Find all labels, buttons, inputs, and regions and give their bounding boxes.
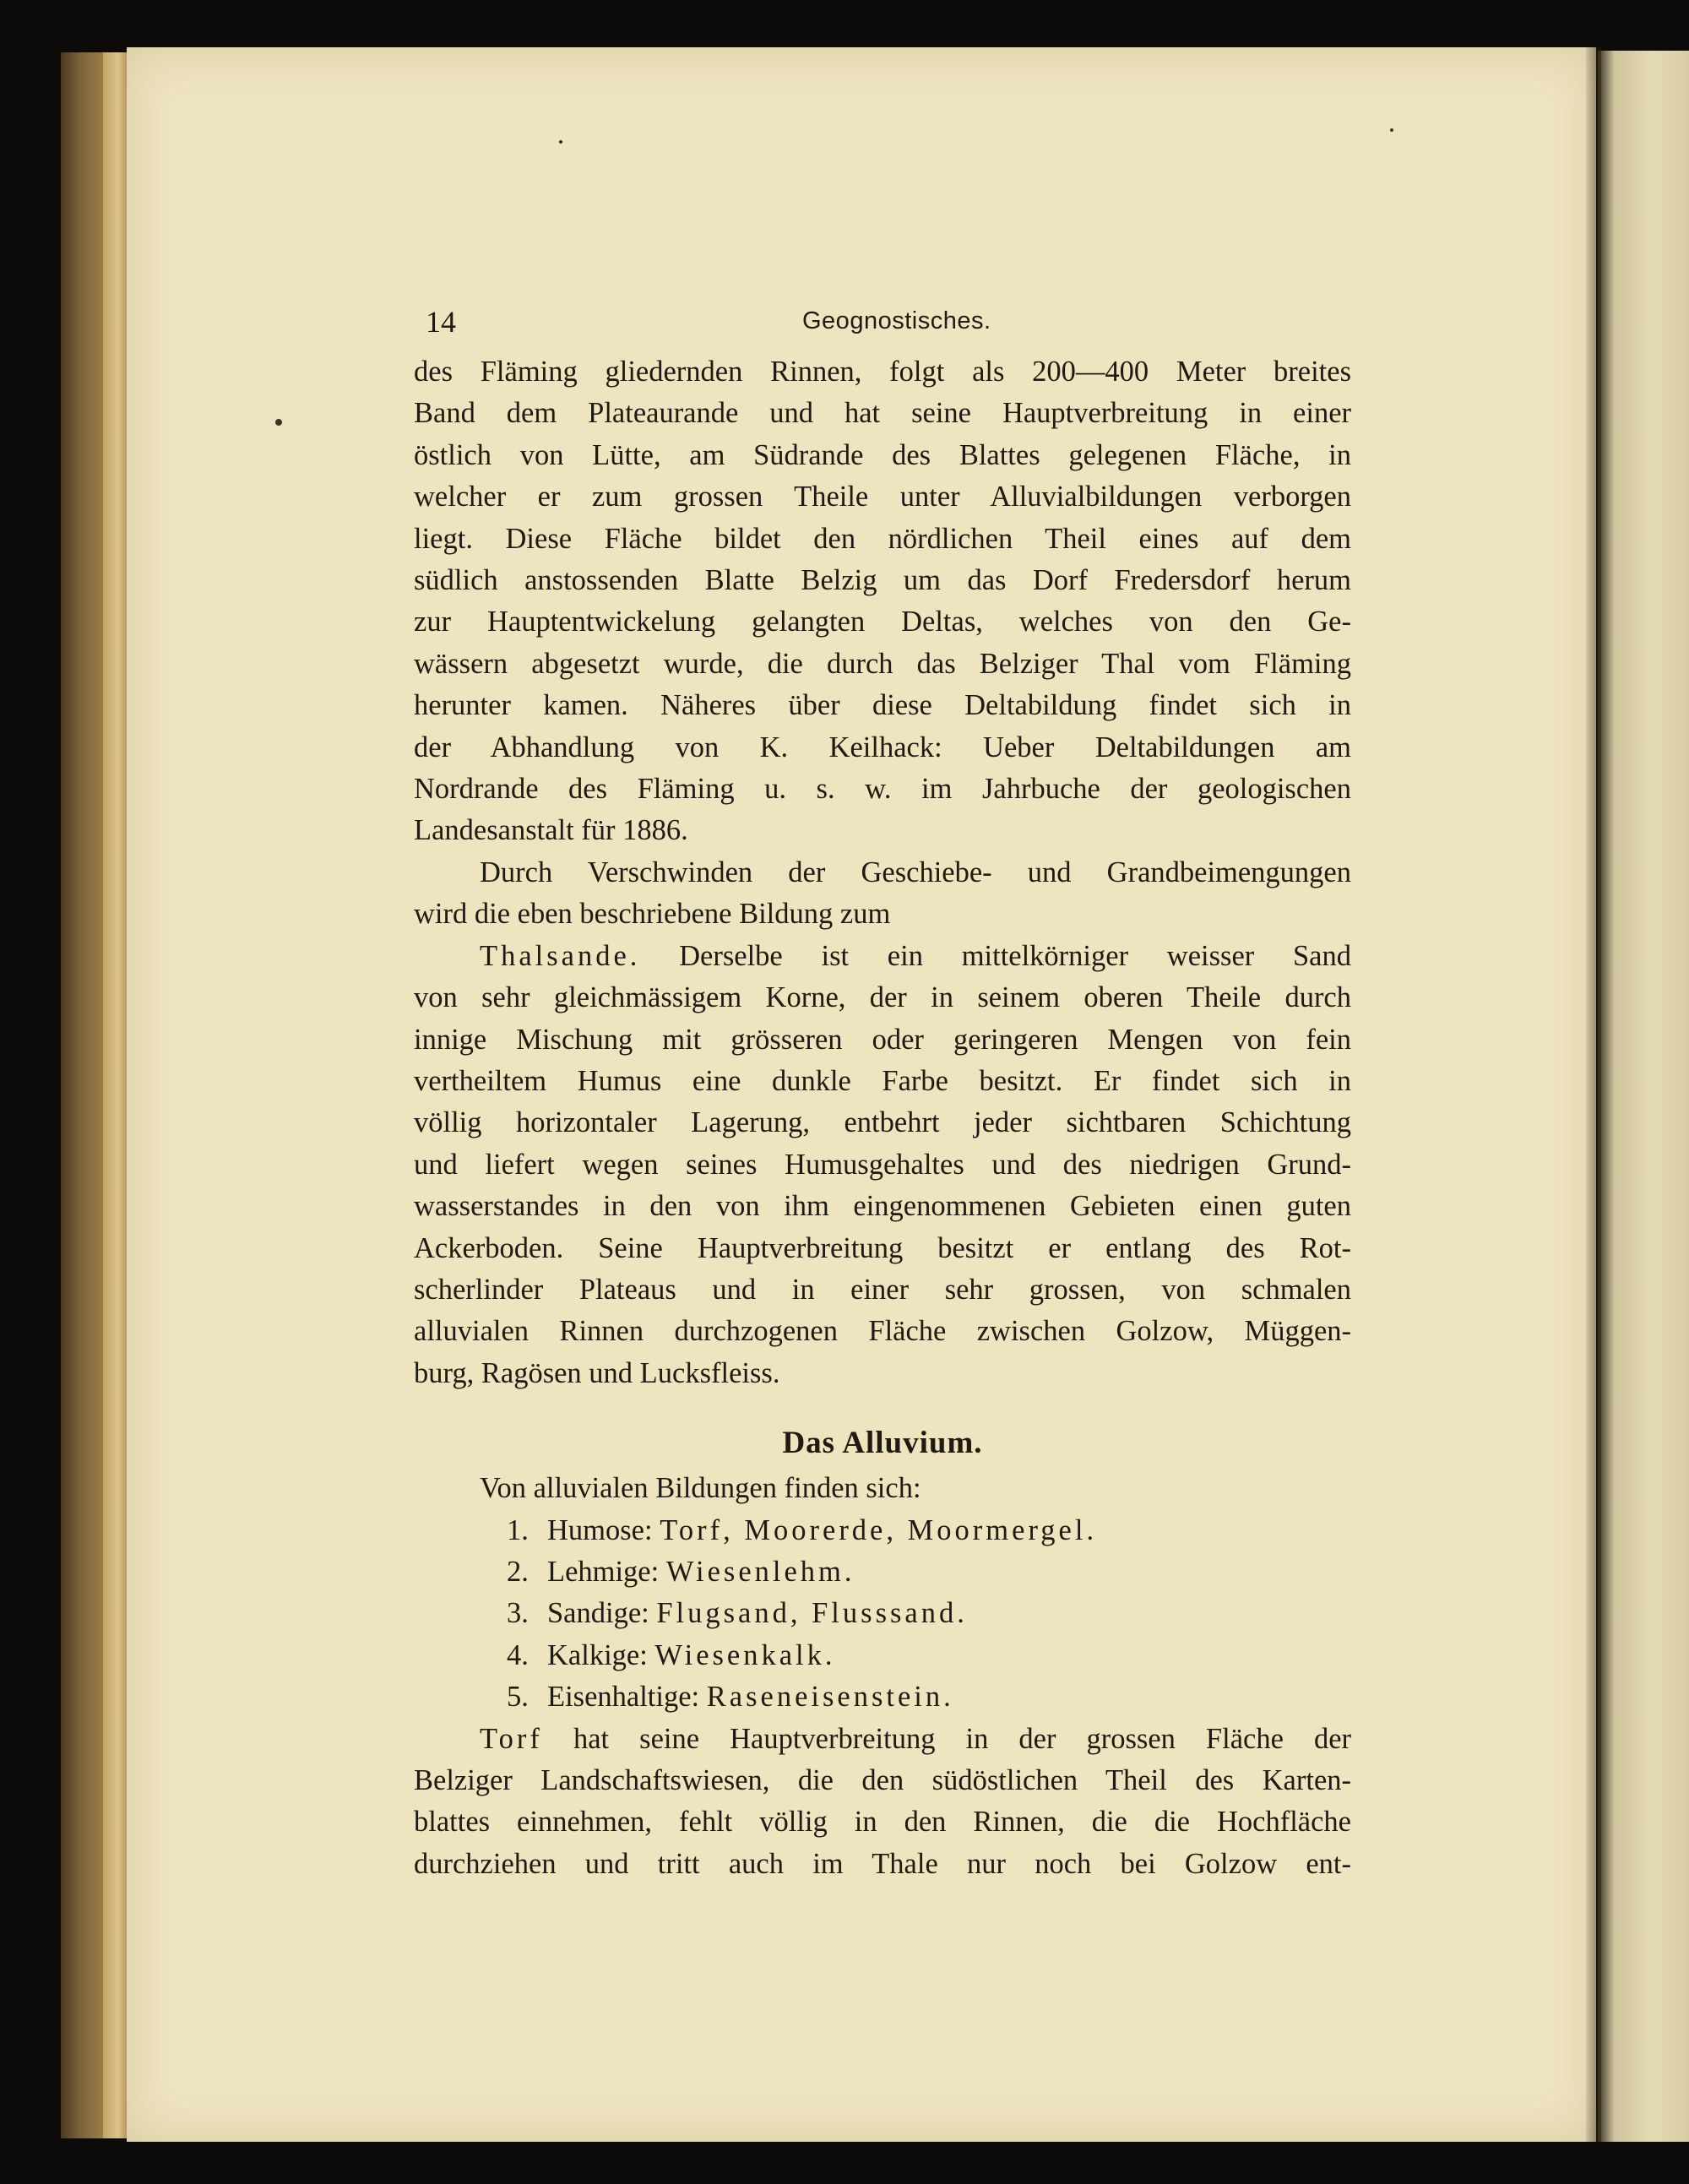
list-number: 1. [507,1513,529,1546]
text-line: Band dem Plateaurande und hat seine Hauptverbreitung in einer [414,397,1351,430]
list-item [414,1551,1351,1593]
list-number: 4. [507,1638,529,1671]
paragraph-3 [414,936,1351,1394]
text-line: Nordrande des Fläming u. s. w. im Jahrbuche der geologischen [414,773,1351,806]
text-line: Von alluvialen Bildungen finden sich: [480,1472,921,1505]
list-number: 3. [507,1597,529,1630]
paper-speck [275,419,282,426]
text-line: wasserstandes in den von ihm eingenommenen Gebieten einen guten [414,1190,1351,1223]
page-content [414,304,1351,1885]
text-line: vertheiltem Humus eine dunkle Farbe besitzt. Er findet sich in [414,1064,1351,1097]
text-line: Belziger Landschaftswiesen, die den südöstlichen Theil des Karten- [414,1764,1351,1796]
list-label: Eisenhaltige: [547,1681,700,1714]
next-page-edge [1598,51,1689,2142]
list-number: 2. [507,1555,529,1588]
text-line: von sehr gleichmässigem Korne, der in seinem oberen Theile durch [414,981,1351,1014]
paragraph-2 [414,852,1351,936]
page-gutter-shadow [1586,47,1601,2142]
list-item [414,1676,1351,1718]
text-line: alluvialen Rinnen durchzogenen Fläche zwischen Golzow, Müggen- [414,1315,1351,1348]
list-item [414,1593,1351,1634]
page-number: 14 [426,305,456,339]
text-line: Durch Verschwinden der Geschiebe- und Grandbeimengungen [480,856,1351,888]
term-thalsande: Thalsande. [480,939,641,972]
paper-speck [559,140,562,144]
text-line: völlig horizontaler Lagerung, entbehrt jeder sichtbaren Schichtung [414,1106,1351,1139]
text-line [414,936,1351,977]
term-torf: Torf [480,1722,543,1755]
page-edges [103,52,128,2138]
list-value: Raseneisenstein. [706,1681,954,1714]
text-line: innige Mischung mit grösseren oder geringeren Mengen von fein [414,1023,1351,1056]
list-value: Flugsand, Flusssand. [656,1597,968,1630]
section-heading: Das Alluvium. [782,1426,983,1461]
list-label: Sandige: [547,1597,649,1630]
text-line: wässern abgesetzt wurde, die durch das Belziger Thal vom Fläming [414,647,1351,680]
list-item [414,1510,1351,1551]
list-number: 5. [507,1681,529,1714]
text-line: Landesanstalt für 1886. [414,814,688,847]
alluvium-list [414,1510,1351,1719]
text-line: wird die eben beschriebene Bildung zum [414,898,891,931]
paragraph-4 [414,1719,1351,1886]
paragraph-1 [414,351,1351,852]
list-label: Kalkige: [547,1638,648,1671]
text-line: östlich von Lütte, am Südrande des Blattes gelegenen Fläche, in [414,438,1351,471]
list-value: Wiesenlehm. [665,1555,855,1588]
list-value: Torf, Moorerde, Moormergel. [660,1513,1098,1546]
text-line: des Fläming gliedernden Rinnen, folgt als 200—400 Meter breites [414,356,1351,388]
list-item [414,1635,1351,1676]
section-intro [414,1468,1351,1509]
text-line [414,1719,1351,1760]
text-line: herunter kamen. Näheres über diese Deltabildung findet sich in [414,689,1351,722]
text-fragment: hat seine Hauptverbreitung in der grossen Fläche der [573,1722,1351,1755]
list-label: Lehmige: [547,1555,660,1588]
text-line: zur Hauptentwickelung gelangten Deltas, welches von den Ge- [414,606,1351,638]
text-line: welcher er zum grossen Theile unter Alluvialbildungen verborgen [414,481,1351,513]
text-line: Ackerboden. Seine Hauptverbreitung besitzt er entlang des Rot- [414,1231,1351,1264]
text-line: liegt. Diese Fläche bildet den nördlichen Theil eines auf dem [414,522,1351,555]
text-line: und liefert wegen seines Humusgehaltes und des niedrigen Grund- [414,1148,1351,1181]
text-line: blattes einnehmen, fehlt völlig in den Rinnen, die die Hochfläche [414,1806,1351,1839]
text-line: der Abhandlung von K. Keilhack: Ueber Deltabildungen am [414,731,1351,763]
list-value: Wiesenkalk. [654,1638,836,1671]
text-line: durchziehen und tritt auch im Thale nur noch bei Golzow ent- [414,1847,1351,1880]
text-fragment: Derselbe ist ein mittelkörniger weisser Sand [679,939,1351,972]
list-label: Humose: [547,1513,653,1546]
running-head [414,304,1351,351]
running-head-title: Geognostisches. [802,307,991,334]
text-line: burg, Ragösen und Lucksfleiss. [414,1356,780,1389]
text-line: südlich anstossenden Blatte Belzig um das Dorf Fredersdorf herum [414,564,1351,597]
text-line: scherlinder Plateaus und in einer sehr grossen, von schmalen [414,1273,1351,1306]
paper-speck [1390,128,1393,132]
